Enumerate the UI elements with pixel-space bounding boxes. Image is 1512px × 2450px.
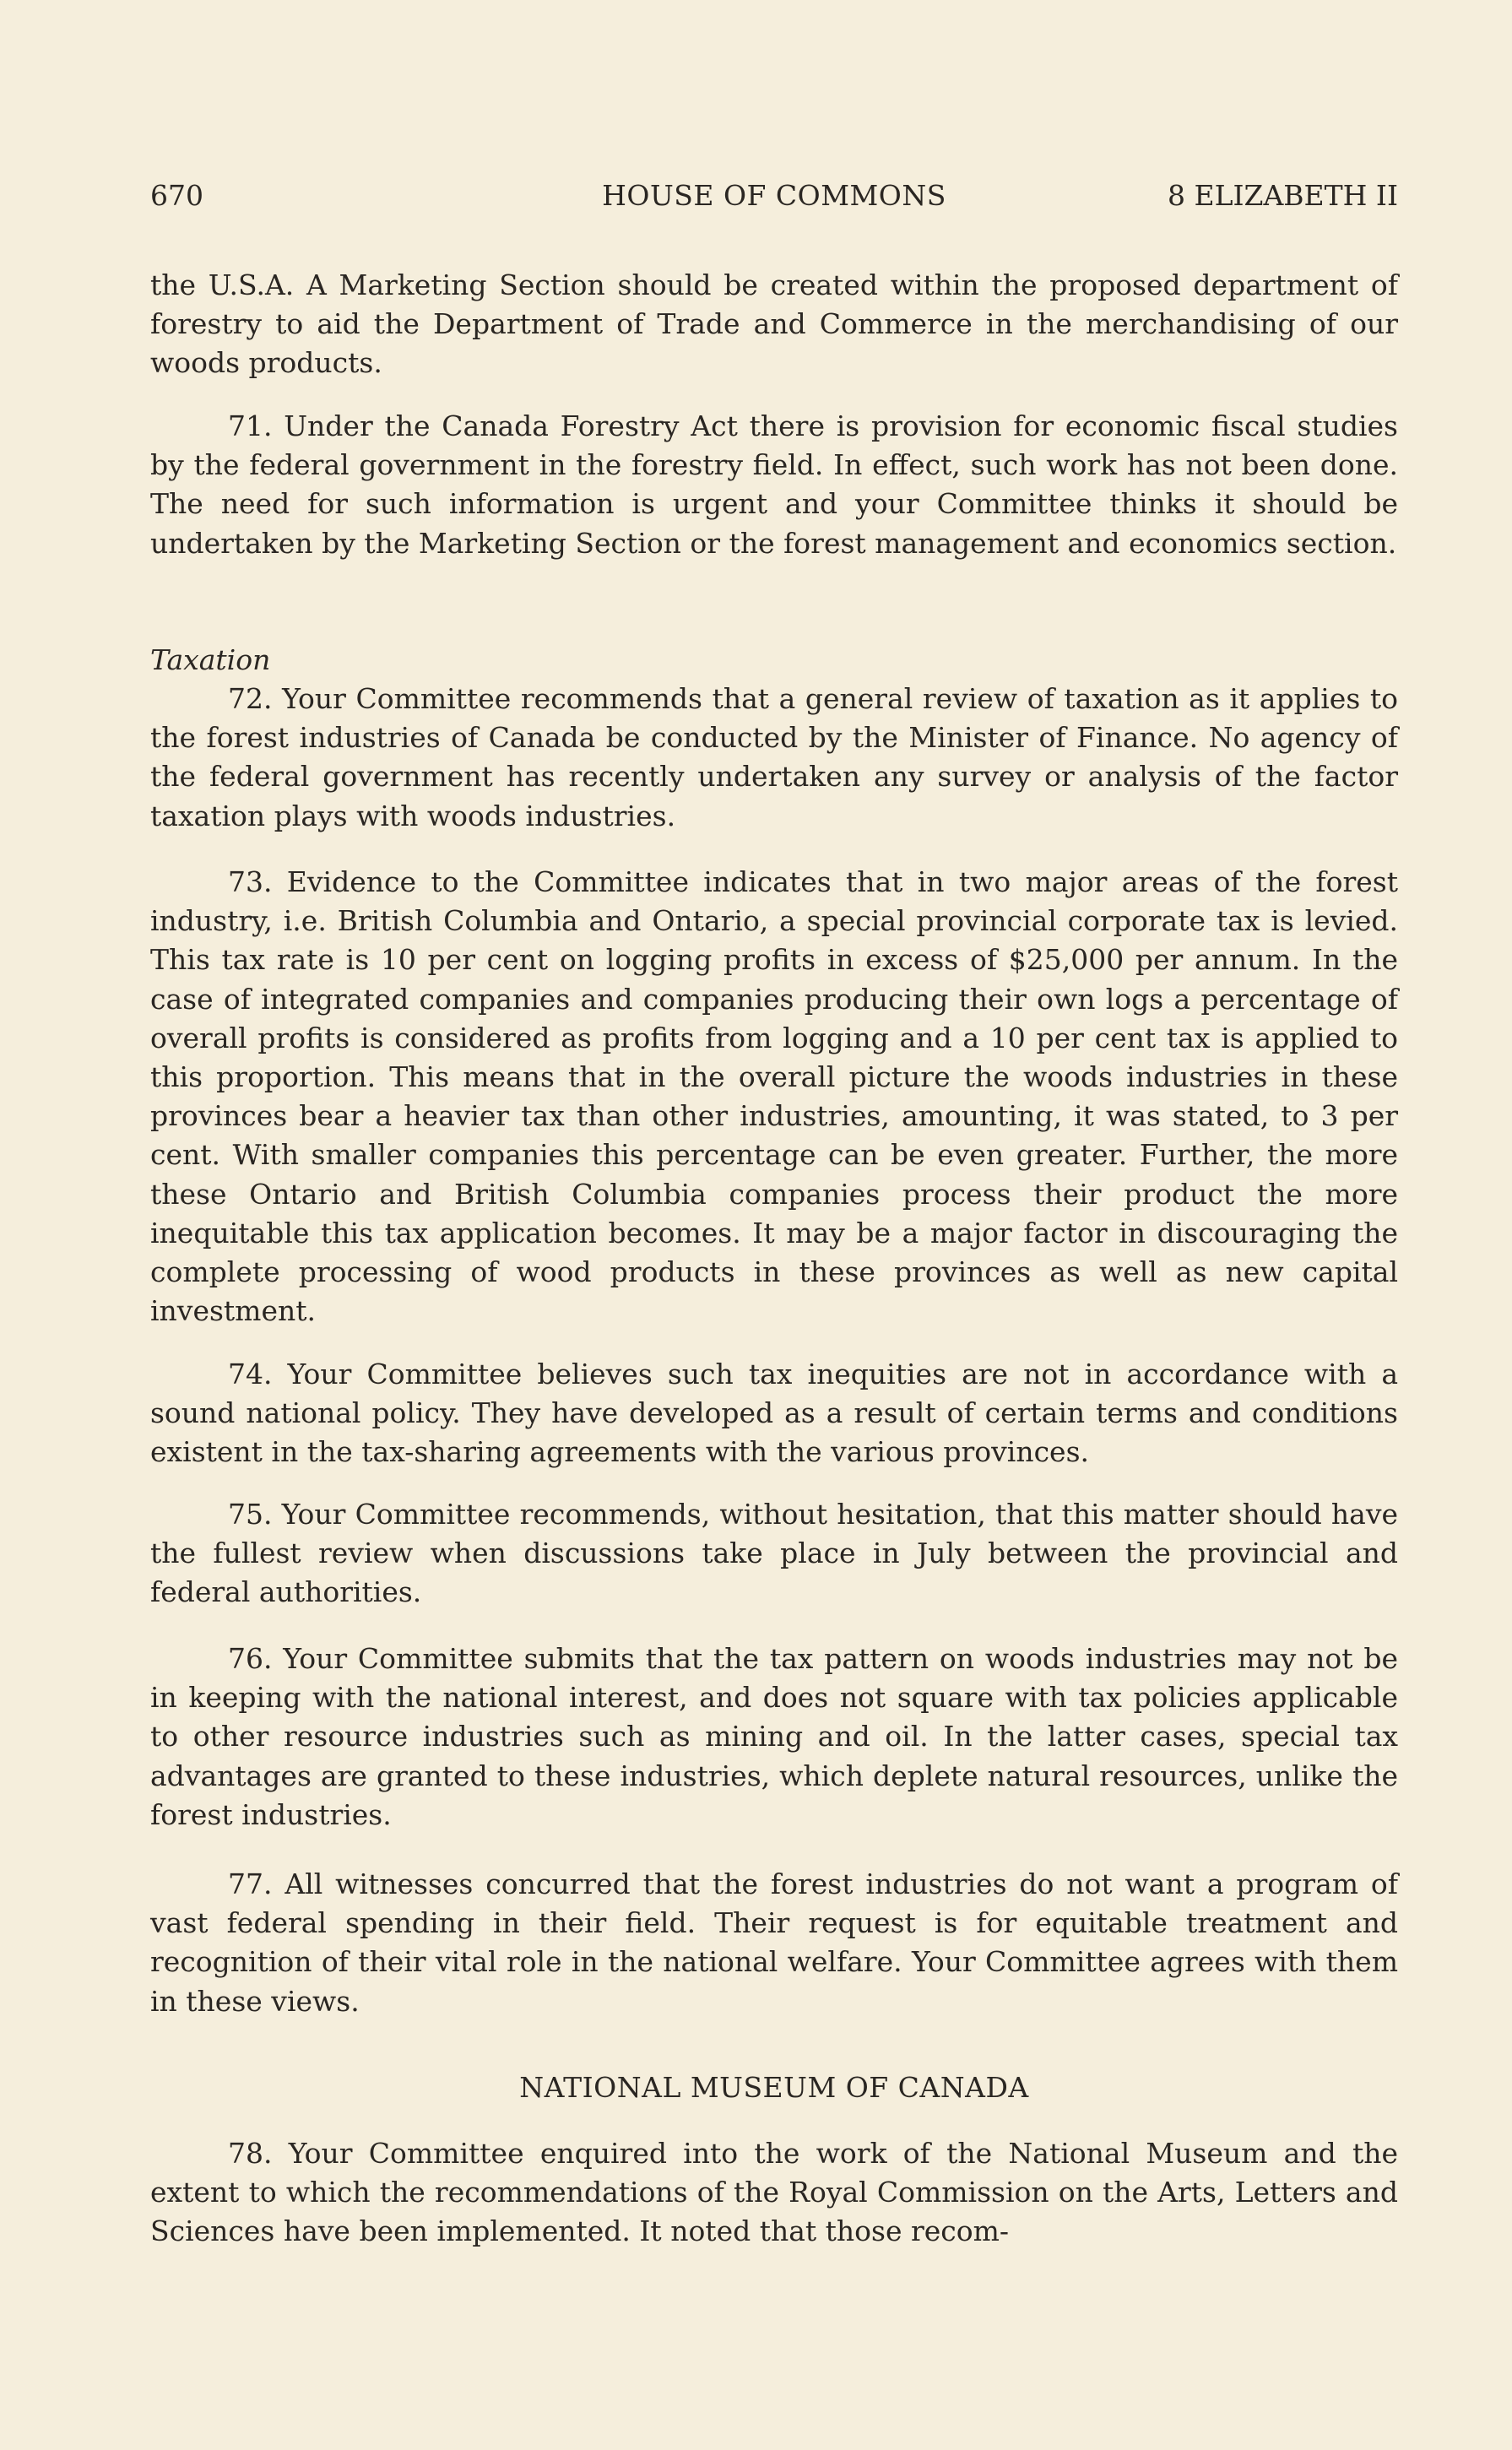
- paragraph-74: [150, 1355, 1398, 1472]
- paragraph-text: 77. All witnesses concurred that the forest industries do not want a program of vast federal spending in their field. Their request is for equitable treatment and recognition of their vital role in the national welfare. Your Committee agrees with them in these views.: [150, 1867, 1398, 2018]
- museum-section-heading: [150, 2068, 1398, 2107]
- paragraph-77: [150, 1865, 1398, 2021]
- paragraph-70-continued: [150, 266, 1398, 383]
- paragraph-72: 72. Your Committee recommends that a general review of taxation as it applies to the forest industries of Canada be conducted by the Minister of Finance. No agency of the federal government has recently undertaken any survey or analysis of the factor taxation plays with woods industries.: [150, 682, 1398, 832]
- paragraph-text: 75. Your Committee recommends, without hesitation, that this matter should have the fullest review when discussions take place in July between the provincial and federal authorities.: [150, 1498, 1398, 1609]
- paragraph-73: [150, 863, 1398, 1331]
- paragraph-text: the U.S.A. A Marketing Section should be created within the proposed department of forestry to aid the Department of Trade and Commerce in the merchandising of our woods products.: [150, 268, 1398, 380]
- running-header: [150, 179, 1398, 216]
- paragraph-text: 71. Under the Canada Forestry Act there is provision for economic fiscal studies by the federal government in the forestry field. In effect, such work has not been done. The need for such information is urgent and your Committee thinks it should be undertaken by the Marketing Section or the forest management and economics section.: [150, 409, 1398, 560]
- paragraph-71: [150, 407, 1398, 563]
- section-title: NATIONAL MUSEUM OF CANADA: [519, 2071, 1029, 2104]
- taxation-section: [150, 641, 1398, 836]
- paragraph-text: 76. Your Committee submits that the tax pattern on woods industries may not be in keeping with the national interest, and does not square with tax policies applicable to other resource industries such as mining and oil. In the latter cases, special tax advantages are granted to these industries, which deplete natural resources, unlike the forest industries.: [150, 1642, 1398, 1831]
- paragraph-text: 73. Evidence to the Committee indicates that in two major areas of the forest industry, i.e. British Columbia and Ontario, a special provincial corporate tax is levied. This tax rate is 10 per cent on logging profits in excess of $25,000 per annum. In the case of integrated companies and companies producing their own logs a percentage of overall profits is considered as profits from logging and a 10 per cent tax is applied to this proportion. This means that in the overall picture the woods industries in these provinces bear a heavier tax than other industries, amounting, it was stated, to 3 per cent. With smaller companies this percentage can be even greater. Further, the more these Ontario and British Columbia companies process their product the more inequitable this tax application becomes. It may be a major factor in discouraging the complete processing of wood products in these provinces as well as new capital investment.: [150, 865, 1398, 1328]
- paragraph-78: [150, 2134, 1398, 2252]
- paragraph-text: 74. Your Committee believes such tax inequities are not in accordance with a sound national policy. They have developed as a result of certain terms and conditions existent in the tax-sharing agreements with the various provinces.: [150, 1358, 1398, 1469]
- paragraph-75: [150, 1495, 1398, 1613]
- taxation-heading: Taxation: [150, 643, 271, 676]
- header-regnal-year: 8 ELIZABETH II: [1168, 179, 1398, 212]
- paragraph-76: [150, 1640, 1398, 1835]
- page-number: 670: [150, 179, 203, 212]
- paragraph-text: 78. Your Committee enquired into the work of the National Museum and the extent to which the recommendations of the Royal Commission on the Arts, Letters and Sciences have been implemented. It noted that those recom-: [150, 2137, 1398, 2248]
- header-title: HOUSE OF COMMONS: [602, 179, 946, 212]
